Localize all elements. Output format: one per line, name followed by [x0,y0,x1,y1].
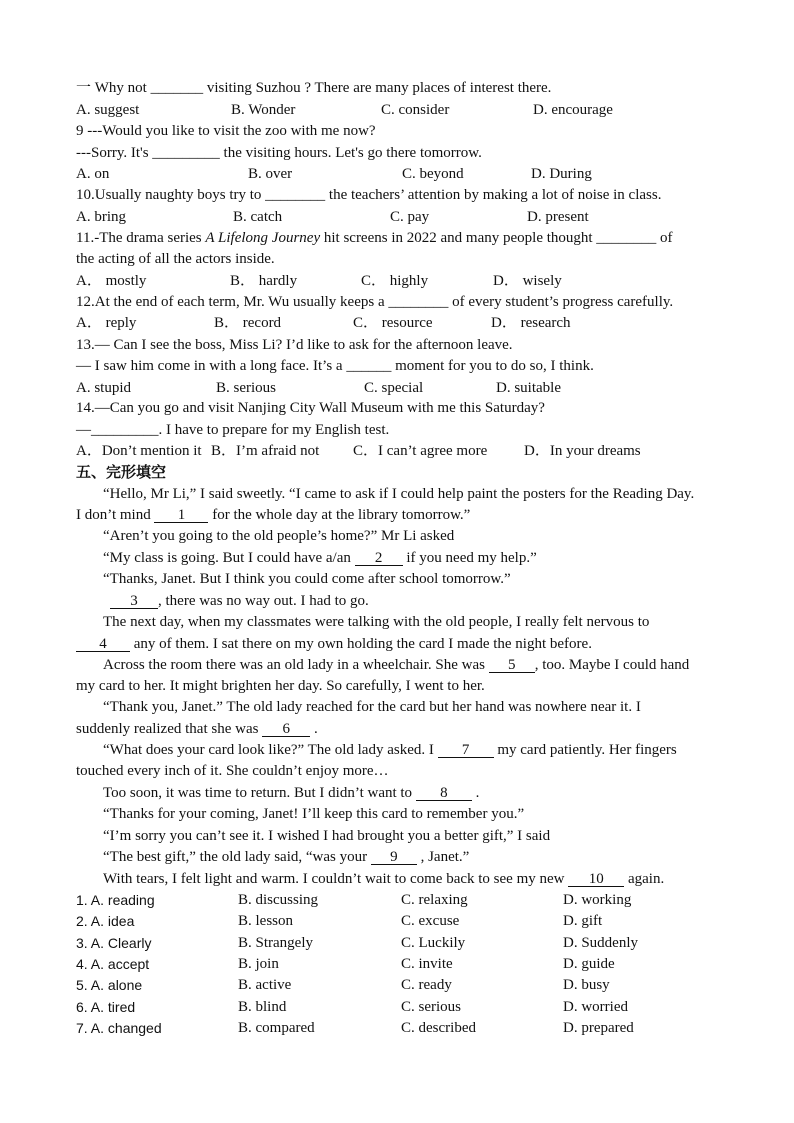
cloze-line [103,870,664,888]
option: B. catch [233,209,283,225]
cloze-option: C. relaxing [401,892,468,908]
cloze-option: D. gift [563,913,603,929]
cloze-blank-7: 7 [438,743,494,758]
cloze-option: 2. A. idea [76,913,135,929]
cloze-text: . [310,721,318,737]
question-9-stem: 9 ---Would you like to visit the zoo with me now? [76,123,376,139]
question-12-stem: 12.At the end of each term, Mr. Wu usually keeps a ________ of every student’s progress carefully. [76,294,674,310]
option: C．I can’t agree more [353,443,488,459]
cloze-option: D. prepared [563,1020,634,1036]
section-heading: 五、完形填空 [76,463,167,481]
cloze-option: 4. A. accept [76,956,150,972]
option: A. stupid [76,380,132,396]
cloze-line [76,720,318,738]
cloze-option: B. Strangely [238,935,313,951]
cloze-text: suddenly realized that she was [76,721,263,737]
option: C. special [364,380,424,396]
cloze-option: C. excuse [401,913,460,929]
question-11-stem [76,229,673,247]
cloze-line [76,762,389,780]
cloze-text: my card patiently. Her fingers [493,742,677,758]
option: C． highly [361,273,429,289]
question-10-stem: 10.Usually naughty boys try to ________ the teachers’ attention by making a lot of noise in class. [76,187,662,203]
option: B． record [214,315,282,331]
cloze-blank-8: 8 [416,786,472,801]
cloze-option: B. lesson [238,913,294,929]
option: C． resource [353,315,433,331]
cloze-option: C. Luckily [401,935,466,951]
cloze-text: , too. Maybe I could hand [534,657,690,673]
cloze-line [76,635,592,653]
cloze-text: “My class is going. But I could have a/an [103,550,355,566]
question-9-reply: ---Sorry. It's _________ the visiting hours. Let's go there tomorrow. [76,145,482,161]
option: B. over [248,166,293,182]
question-13-stem: 13.— Can I see the boss, Miss Li? I’d like to ask for the afternoon leave. [76,337,513,353]
cloze-line [103,784,479,802]
stem-text: 11.-The drama series [76,230,206,246]
question-8-stem: 一 Why not _______ visiting Suzhou ? There are many places of interest there. [76,80,552,96]
cloze-text: . [471,785,480,801]
cloze-line [103,805,524,823]
cloze-text: Too soon, it was time to return. But I didn’t want to [103,785,416,801]
cloze-line [103,827,550,845]
cloze-blank-3: 3 [110,594,158,609]
cloze-option: D. worried [563,999,628,1015]
cloze-text: if you need my help.” [402,550,537,566]
cloze-text: Across the room there was an old lady in a wheelchair. She was [103,657,489,673]
cloze-option: 1. A. reading [76,892,155,908]
cloze-option: C. ready [401,977,452,993]
option: D．In your dreams [524,443,641,459]
option: A． reply [76,315,137,331]
cloze-text: again. [624,871,665,887]
cloze-option: 3. A. Clearly [76,935,152,951]
cloze-option: D. guide [563,956,615,972]
cloze-line [103,485,694,503]
cloze-line [103,698,641,716]
cloze-option: 7. A. changed [76,1020,162,1036]
option: C. beyond [402,166,464,182]
cloze-blank-9: 9 [371,850,417,865]
option: D. suitable [496,380,561,396]
cloze-text: “The best gift,” the old lady said, “was your [103,849,371,865]
stem-text: hit screens in 2022 and many people thought ________ of [320,230,673,246]
cloze-option: B. compared [238,1020,315,1036]
cloze-blank-1: 1 [154,508,208,523]
cloze-option: C. described [401,1020,476,1036]
option: A. suggest [76,102,140,118]
cloze-blank-10: 10 [568,872,624,887]
cloze-line [110,592,369,610]
option: D. present [527,209,589,225]
question-13-reply: — I saw him come in with a long face. It’s a ______ moment for you to do so, I think. [76,358,594,374]
cloze-line [76,506,470,524]
cloze-line [103,570,511,588]
cloze-text: my card to her. It might brighten her day. So carefully, I went to her. [76,678,485,694]
cloze-option: D. busy [563,977,610,993]
cloze-text: “Thank you, Janet.” The old lady reached for the card but her hand was nowhere near it. I [103,699,641,715]
option: A．Don’t mention it [76,443,202,459]
option: C. consider [381,102,450,118]
cloze-text: With tears, I felt light and warm. I couldn’t wait to come back to see my new [103,871,569,887]
option: A. bring [76,209,126,225]
cloze-option: 5. A. alone [76,977,143,993]
cloze-text: “I’m sorry you can’t see it. I wished I had brought you a better gift,” I said [103,828,551,844]
option: C. pay [390,209,430,225]
cloze-text: “Hello, Mr Li,” I said sweetly. “I came to ask if I could help paint the posters for the Reading Day. [103,486,695,502]
option: B．I’m afraid not [211,443,320,459]
cloze-text: any of them. I sat there on my own holding the card I made the night before. [130,636,592,652]
cloze-option: B. blind [238,999,287,1015]
cloze-line [103,741,677,759]
option: D． research [491,315,571,331]
cloze-text: for the whole day at the library tomorrow.” [208,507,471,523]
cloze-text: “Thanks for your coming, Janet! I’ll keep this card to remember you.” [103,806,525,822]
option: D. encourage [533,102,613,118]
cloze-text: The next day, when my classmates were talking with the old people, I really felt nervous to [103,614,650,630]
cloze-option: B. join [238,956,279,972]
option: D. During [531,166,592,182]
cloze-line [103,613,649,631]
cloze-blank-6: 6 [262,722,310,737]
cloze-option: B. active [238,977,292,993]
question-14-reply: —_________. I have to prepare for my English test. [76,422,390,438]
option: B． hardly [230,273,298,289]
cloze-option: C. serious [401,999,461,1015]
cloze-line [76,677,485,695]
cloze-text: touched every inch of it. She couldn’t enjoy more… [76,763,389,779]
cloze-blank-4: 4 [76,637,130,652]
cloze-option: D. working [563,892,632,908]
cloze-text: “Aren’t you going to the old people’s home?” Mr Li asked [103,528,455,544]
cloze-text: “Thanks, Janet. But I think you could come after school tomorrow.” [103,571,511,587]
cloze-option: B. discussing [238,892,319,908]
cloze-text: , Janet.” [416,849,470,865]
cloze-blank-2: 2 [355,551,403,566]
option: A． mostly [76,273,147,289]
question-11-stem-cont: the acting of all the actors inside. [76,251,275,267]
cloze-line [103,848,469,866]
cloze-text: , there was no way out. I had to go. [158,593,369,609]
option: B. Wonder [231,102,296,118]
cloze-option: 6. A. tired [76,999,136,1015]
cloze-blank-5: 5 [489,658,535,673]
cloze-line [103,527,454,545]
question-14-stem: 14.—Can you go and visit Nanjing City Wall Museum with me this Saturday? [76,400,545,416]
cloze-option: D. Suddenly [563,935,638,951]
option: B. serious [216,380,276,396]
option: A. on [76,166,110,182]
cloze-text: I don’t mind [76,507,155,523]
cloze-line [103,549,537,567]
drama-title: A Lifelong Journey [205,230,321,246]
cloze-text: “What does your card look like?” The old lady asked. I [103,742,438,758]
cloze-option: C. invite [401,956,453,972]
option: D． wisely [493,273,562,289]
cloze-line [103,656,689,674]
